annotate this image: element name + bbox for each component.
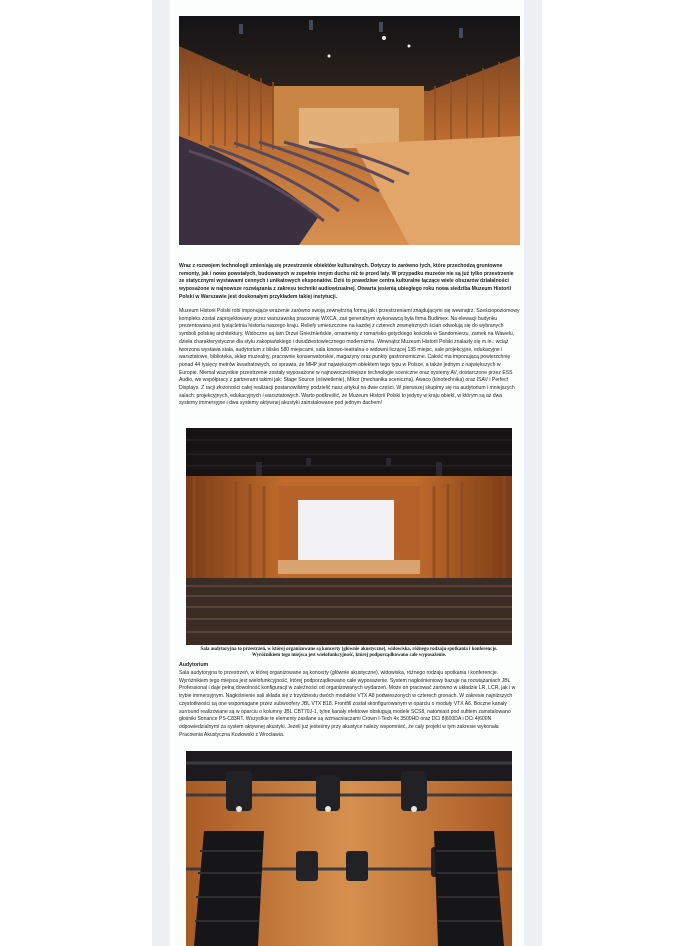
article-body-intro: Muzeum Historii Polski robi imponujące wrażenie zarówno swoją zewnętrzną formą jak i przestrzeniami znajdującymi się wewnątrz. Sześciopoziomowy kompleks został zaprojektowany przez warszawską pracownię WXCA, zaś generalnym wykonawcą była firma Budimex. Na elewacji budynku prezentowana jest tysiącletnia historia naszego kraju. Reliefy umieszczone na każdej z czterech zewnętrznych ścian odwołują się do wybranych symboli polskiej architektury. Widoczne są tam Drzwi Gnieźnieńskie, ornamenty z romańsko-gotyckiego kościoła w Sandomierzu, zamek na Wawelu, dzieła charakterystyczne dla stylu zakopiańskiego i dwudziestowiecznego modernizmu. Wewnątrz Muzeum Historii Polski znalazły się m.in.: wciąż tworzona wystawa stała, audytorium z blisko 580 miejscami, sala kinowo-teatralna o widowni liczącej 135 miejsc, sale projekcyjne, edukacyjne i warsztatowe, biblioteka, sklep muzealny, pracownie konserwatorskie, magazyny oraz punkty gastronomiczne. Całość ma imponującą powierzchnię ponad 44 tysięcy metrów kwadratowych, co sprawia, że MHP jest największym obiektem tego typu w Polsce, a także jednym z największych w Europie. Niemal wszystkie przestrzenie zostały wyposażone w najnowocześniejsze technologie sceniczne oraz systemy AV, dostarczone przez ESS Audio, we współpracy z partnerami takimi jak: Stage Source (oświetlenie), Mikor (mechanika sceniczna), Awaco (kinotechnika) oraz ISAV i Perfect Displays. Z racji złożoności całej realizacji postanowiliśmy podzielić nasz artykuł na dwie części. W pierwszej skupimy się na audytorium i mniejszych salach: projekcyjnych, edukacyjnych i warsztatowych. Warto podkreślić, że Muzeum Historii Polski to jedyny w kraju obiekt, w którym są aż dwa systemy immersyjne i dwa systemy aktywnej akustyki zainstalowane pod jednym dachem! [179, 308, 520, 407]
article-body-auditorium: Sala audytoryjna to przestrzeń, w której organizowane są koncerty (głównie akustyczne), widowiska, różnego rodzaju spotkania i konferencje. Wyróżnikiem tego miejsca jest wielofunkcyjność, której podporządkowano całe wyposażenie. System nagłośnieniowy bazuje na rozwiązaniach JBL Professional i daje pełną dowolność konfiguracji w zależności od organizowanych wydarzeń. Może on pracować zarówno w układzie LR, LCR, jak i w trybie immersyjnym. Nagłośnienie sali składa się z trzydziestu dwóch modułów VTX A8 podwieszonych w czterech gronach. W zakresie najniższych częstotliwości są one wspomagane przez subwoofery JBL VTX B18. Frontfill został skonfigurowanym w oparciu o moduły VTX A6. Boczne kanały surround realizowane są w oparciu o kolumny JBL CBT70J-1, tylne kanały efektowe obsługują modele SCS8, natomiast pod sufitem zainstalowano głośniki Sonance PS-C83RT. Wszystkie te elementy zasilane są wzmacniaczami Crown I-Tech 4x 3500HD oraz DCi 8|600DA i DCi 4|600N odpowiedzialnymi za system aktywnej akustyki. Jeżeli już jesteśmy przy akustyce należy wspomnieć, że cały projekt w tym zakresie wykonała Pracownia Akustyczna Kozłowski z Wrocławia. [179, 670, 516, 738]
auditorium-screen-photo [186, 428, 512, 645]
stage-lighting-speakers-photo [186, 751, 512, 946]
article-lead: Wraz z rozwojem technologii zmieniają się przestrzenie obiektów kulturalnych. Dotyczy to zarówno tych, które przechodzą gruntowne remonty, jak i nowo powstałych, budowanych w zupełnie innym duchu niż te przed laty. W przypadku muzeów nie są już tylko przestrzenie ze statycznymi wystawami cennych i unikatowych eksponatów. Dziś to prawdziwe centra kulturalne łączące wiele obszarów działalności wyposażone w najnowsze rozwiązania z zakresu techniki audiowizualnej. Otwarta jesienią ubiegłego roku nowa siedziba Muzeum Historii Polski w Warszawie jest doskonałym przykładem takiej instytucji. [179, 263, 514, 300]
section-heading-auditorium: Audytorium [179, 662, 209, 668]
photo-caption: Sala audytoryjna to przestrzeń, w której organizowane są koncerty (głównie akustyczne), widowiska, różnego rodzaju spotkania i konferencje. Wyróżnikiem tego miejsca jest wielofunkcyjność, której podporządkowano całe wyposażenie. [200, 647, 498, 659]
auditorium-seating-photo [179, 16, 520, 245]
